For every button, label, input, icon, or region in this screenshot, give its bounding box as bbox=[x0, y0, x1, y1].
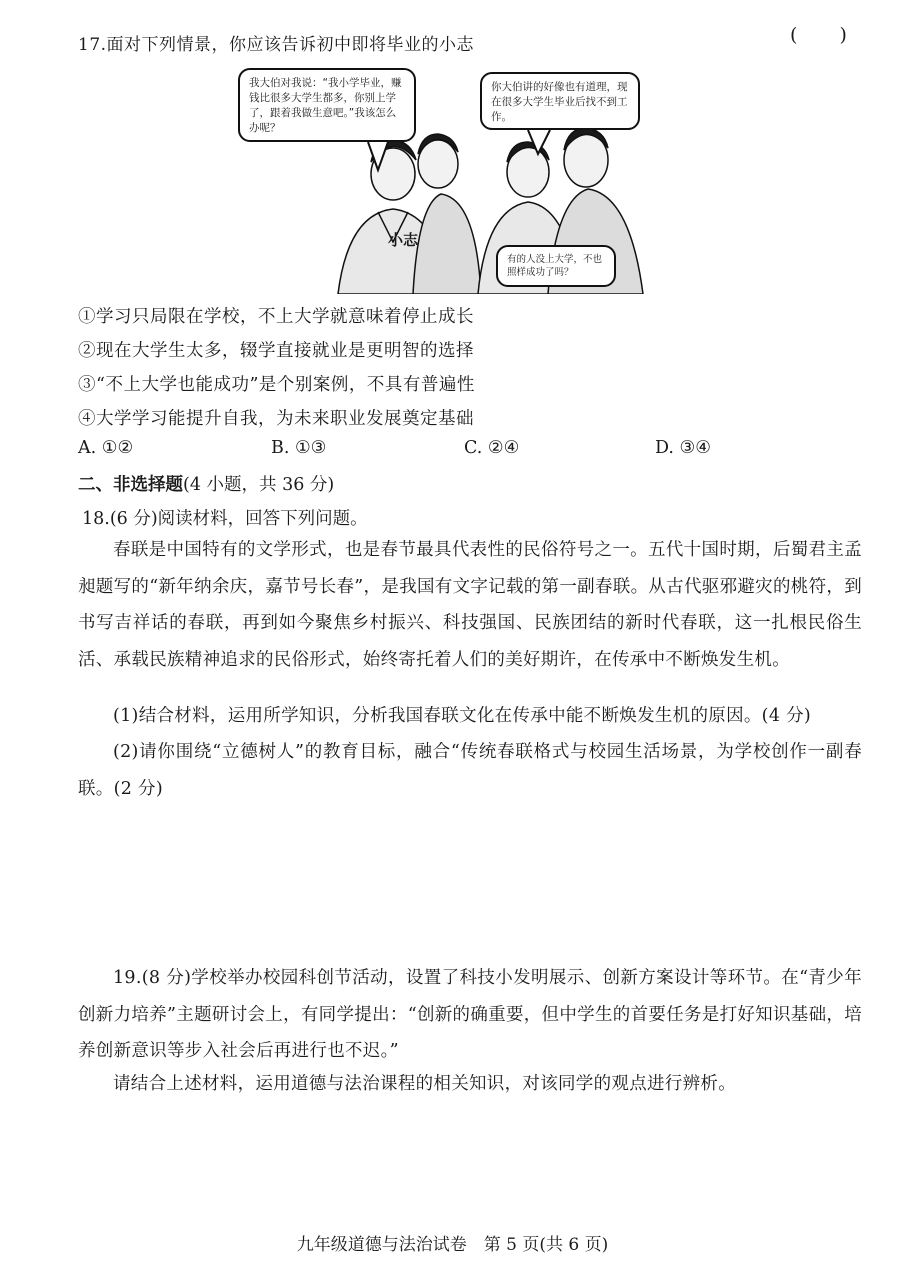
q18-material: 春联是中国特有的文学形式，也是春节最具代表性的民俗符号之一。五代十国时期，后蜀君主孟昶题写的“新年纳余庆，嘉节号长春”，是我国有文字记载的第一副春联。从古代驱邪避灾的桃符，到书写吉祥话的春联，再到如今聚焦乡村振兴、科技强国、民族团结的新时代春联，这一扎根民俗生活、承载民族精神追求的民俗形式，始终寄托着人们的美好期许，在传承中不断焕发生机。 bbox=[78, 540, 862, 670]
q19-task: 请结合上述材料，运用道德与法治课程的相关知识，对该同学的观点进行辨析。 bbox=[113, 1074, 736, 1094]
q17-option-3: ③“不上大学也能成功”是个别案例，不具有普遍性 bbox=[78, 375, 475, 395]
choice-a[interactable]: A. ①② bbox=[78, 438, 134, 458]
speech-bubble-right-bottom: 有的人没上大学，不也照样成功了吗？ bbox=[496, 245, 616, 287]
section-2-title bbox=[78, 471, 334, 496]
section-2-points: (4 小题，共 36 分) bbox=[183, 475, 335, 495]
q17-stem: 17.面对下列情景，你应该告诉初中即将毕业的小志 bbox=[78, 35, 475, 55]
q17-option-1: ①学习只局限在学校，不上大学就意味着停止成长 bbox=[78, 307, 474, 327]
speech-bubble-left: 我大伯对我说：“我小学毕业，赚钱比很多大学生都多，你别上学了，跟着我做生意吧。”我该怎么办呢？ bbox=[238, 68, 416, 142]
choice-d[interactable]: D. ③④ bbox=[655, 438, 711, 458]
answer-bracket: ( ) bbox=[790, 24, 865, 46]
section-2-label: 二、非选择题 bbox=[78, 475, 183, 495]
q18-sub-question-2: (2)请你围绕“立德树人”的教育目标，融合“传统春联格式与校园生活场景，为学校创作一副春联。(2 分) bbox=[78, 742, 862, 799]
choice-c[interactable]: C. ②④ bbox=[464, 438, 520, 458]
q17-option-4: ④大学学习能提升自我，为未来职业发展奠定基础 bbox=[78, 409, 474, 429]
xiaozhi-name-tag: 小志 bbox=[388, 231, 419, 249]
comic-illustration bbox=[228, 62, 656, 294]
q19-material: 19.(8 分)学校举办校园科创节活动，设置了科技小发明展示、创新方案设计等环节。在“青少年创新力培养”主题研讨会上，有同学提出：“创新的确重要，但中学生的首要任务是打好知识基础，培养创新意识等步入社会后再进行也不迟。” bbox=[78, 968, 862, 1061]
speech-bubble-right-top: 你大伯讲的好像也有道理，现在很多大学生毕业后找不到工作。 bbox=[480, 72, 640, 130]
choice-b[interactable]: B. ①③ bbox=[271, 438, 327, 458]
q17-option-2: ②现在大学生太多，辍学直接就业是更明智的选择 bbox=[78, 341, 474, 361]
q18-head: 18.(6 分)阅读材料，回答下列问题。 bbox=[82, 509, 368, 529]
q17-choices bbox=[78, 438, 778, 464]
q18-sub-question-1: (1)结合材料，运用所学知识，分析我国春联文化在传承中能不断焕发生机的原因。(4 分) bbox=[113, 706, 812, 726]
page-footer: 九年级道德与法治试卷 第 5 页(共 6 页) bbox=[296, 1235, 609, 1255]
